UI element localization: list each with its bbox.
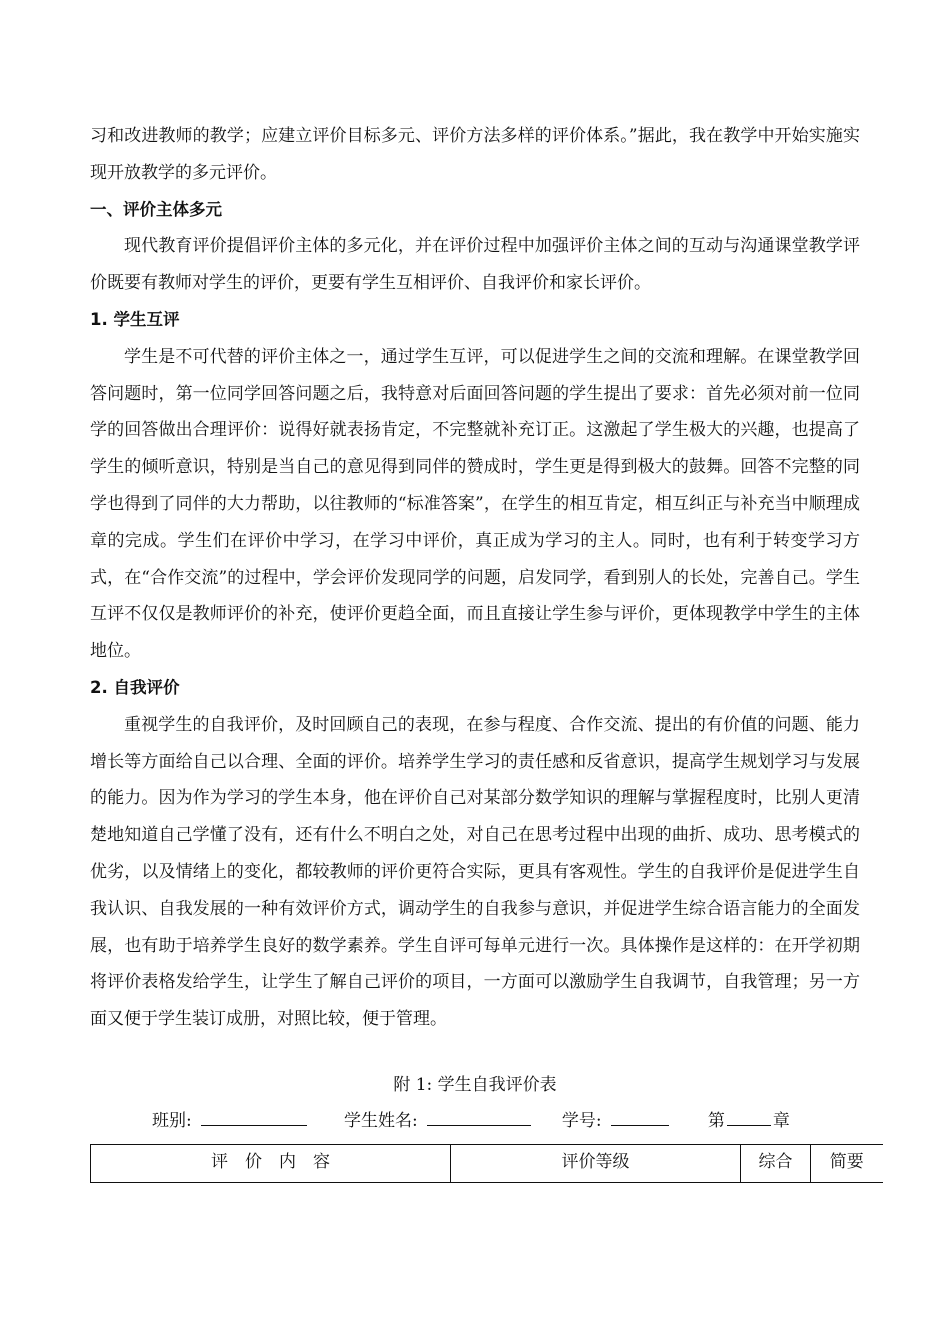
student-id-label: 学号: <box>561 1111 602 1131</box>
chapter-prefix: 第 <box>707 1111 725 1131</box>
header-summary: 简要 <box>811 1145 883 1183</box>
header-evaluation-content: 评 价 内 容 <box>91 1145 451 1183</box>
paragraph-continued: 习和改进教师的教学；应建立评价目标多元、评价方法多样的评价体系。”据此，我在教学中开始实施实现开放教学的多元评价。 <box>90 126 860 183</box>
subsection-heading-self-review: 2. 自我评价 <box>90 677 180 697</box>
student-name-label: 学生姓名: <box>343 1111 418 1131</box>
chapter-blank <box>727 1107 771 1126</box>
appendix-caption: 附 1: 学生自我评价表 <box>393 1075 557 1095</box>
header-overall: 综合 <box>741 1145 811 1183</box>
table-header-row <box>91 1145 883 1183</box>
class-blank <box>201 1107 307 1126</box>
student-id-blank <box>611 1107 669 1126</box>
body-text <box>90 118 860 1038</box>
header-evaluation-level: 评价等级 <box>451 1145 741 1183</box>
section-heading-1: 一、评价主体多元 <box>90 199 222 219</box>
self-evaluation-table <box>90 1144 883 1183</box>
section-1-intro: 现代教育评价提倡评价主体的多元化，并在评价过程中加强评价主体之间的互动与沟通课堂教学评价既要有教师对学生的评价，更要有学生互相评价、自我评价和家长评价。 <box>90 236 860 294</box>
peer-review-paragraph: 学生是不可代替的评价主体之一，通过学生互评，可以促进学生之间的交流和理解。在课堂教学回答问题时，第一位同学回答问题之后，我特意对后面回答问题的学生提出了要求：首先必须对前一位同学的回答做出合理评价：说得好就表扬肯定，不完整就补充订正。这激起了学生极大的兴趣，也提高了学生的倾听意识，特别是当自己的意见得到同伴的赞成时，学生更是得到极大的鼓舞。回答不完整的同学也得到了同伴的大力帮助，以往教师的“标准答案”，在学生的相互肯定，相互纠正与补充当中顺理成章的完成。学生们在评价中学习，在学习中评价，真正成为学习的主人。同时，也有利于转变学习方式，在“合作交流”的过程中，学会评价发现同学的问题，启发同学，看到别人的长处，完善自己。学生互评不仅仅是教师评价的补充，使评价更趋全面，而且直接让学生参与评价，更体现教学中学生的主体地位。 <box>90 346 860 662</box>
subsection-heading-peer-review: 1. 学生互评 <box>90 309 180 329</box>
student-name-blank <box>427 1107 531 1126</box>
class-label: 班别: <box>152 1111 192 1131</box>
self-review-paragraph: 重视学生的自我评价，及时回顾自己的表现，在参与程度、合作交流、提出的有价值的问题、能力增长等方面给自己以合理、全面的评价。培养学生学习的责任感和反省意识，提高学生规划学习与发展的能力。因为作为学习的学生本身，他在评价自己对某部分数学知识的理解与掌握程度时，比别人更清楚地知道自己学懂了没有，还有什么不明白之处，对自己在思考过程中出现的曲折、成功、思考模式的优劣，以及情绪上的变化，都较教师的评价更符合实际，更具有客观性。学生的自我评价是促进学生自我认识、自我发展的一种有效评价方式，调动学生的自我参与意识，并促进学生综合语言能力的全面发展，也有助于培养学生良好的数学素养。学生自评可每单元进行一次。具体操作是这样的：在开学初期将评价表格发给学生，让学生了解自己评价的项目，一方面可以激励学生自我调节，自我管理；另一方面又便于学生装订成册，对照比较，便于管理。 <box>90 714 860 1030</box>
chapter-suffix: 章 <box>772 1111 790 1131</box>
student-info-line <box>152 1106 852 1136</box>
